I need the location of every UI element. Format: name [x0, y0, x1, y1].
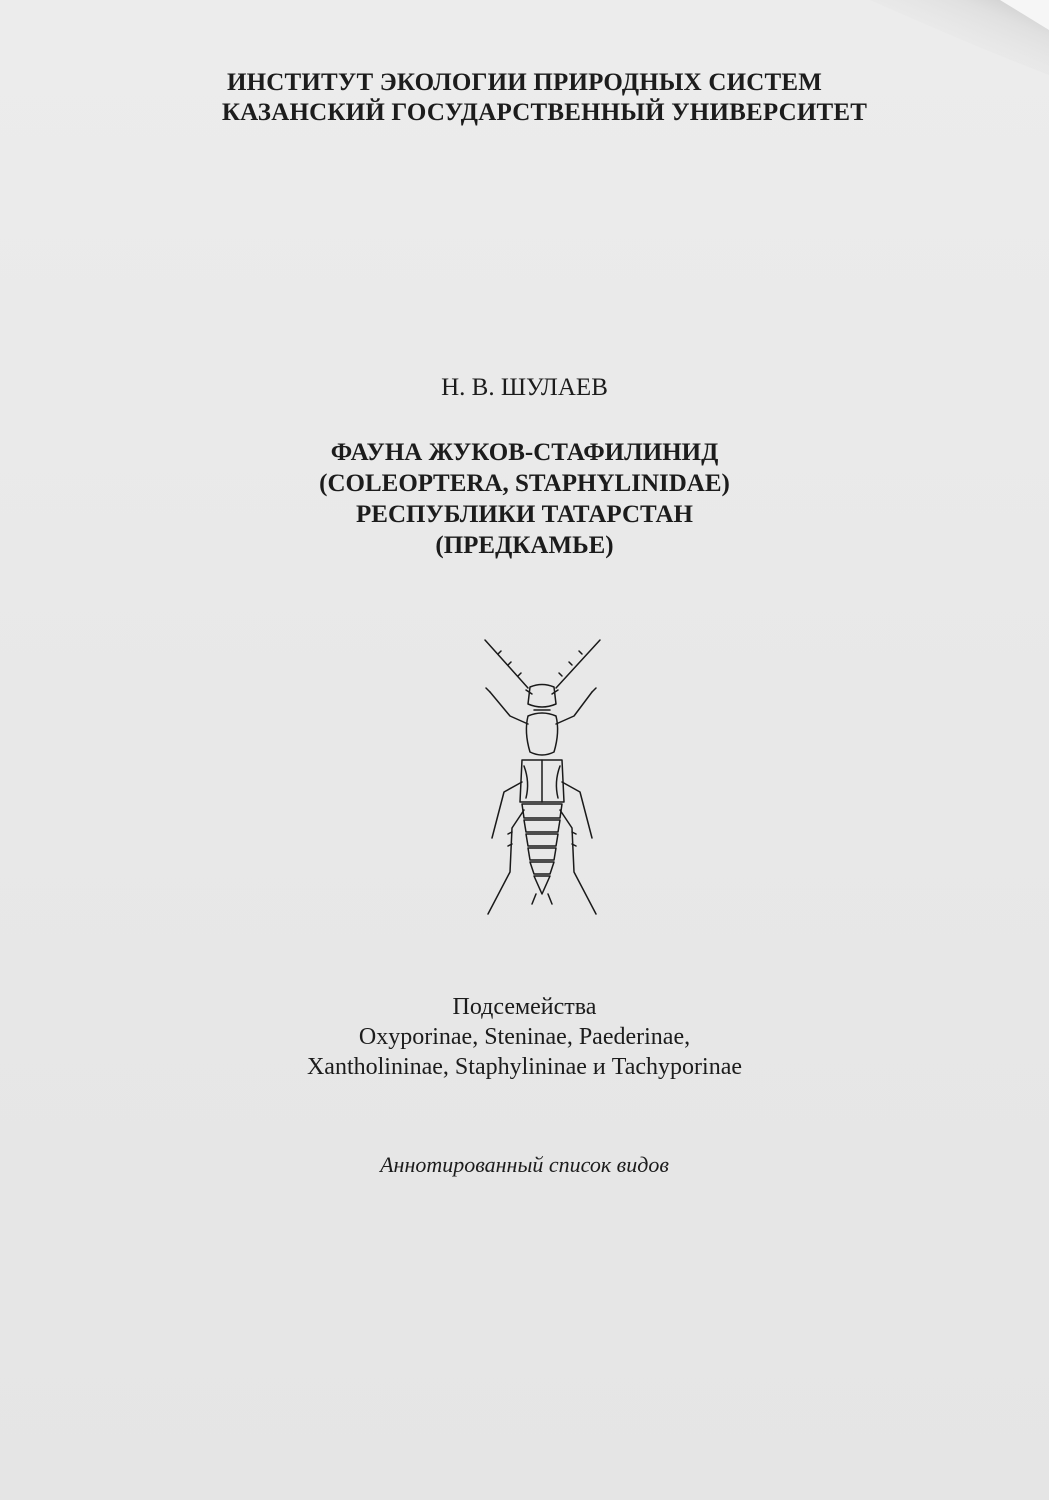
title-line-1: ФАУНА ЖУКОВ-СТАФИЛИНИД [330, 439, 719, 466]
subfamilies-block [0, 992, 1049, 1082]
institution-header [0, 68, 1049, 128]
institute-name: ИНСТИТУТ ЭКОЛОГИИ ПРИРОДНЫХ СИСТЕМ [226, 69, 823, 96]
annotation-subtitle: Аннотированный список видов [380, 1152, 669, 1177]
subfamilies-list-1: Oxyporinae, Steninae, Paederinae, [358, 1024, 691, 1050]
subfamilies-list-2: Xantholininae, Staphylininae и Tachyporinae [306, 1054, 743, 1080]
rove-beetle-icon [470, 632, 610, 922]
subfamilies-heading: Подсемейства [452, 994, 597, 1020]
book-title [0, 437, 1049, 561]
author-name: Н. В. ШУЛАЕВ [441, 374, 608, 401]
title-line-2: (COLEOPTERA, STAPHYLINIDAE) [319, 470, 730, 497]
title-line-3: РЕСПУБЛИКИ ТАТАРСТАН [356, 501, 693, 528]
title-line-4: (ПРЕДКАМЬЕ) [435, 532, 614, 559]
university-name: КАЗАНСКИЙ ГОСУДАРСТВЕННЫЙ УНИВЕРСИТЕТ [221, 99, 868, 126]
